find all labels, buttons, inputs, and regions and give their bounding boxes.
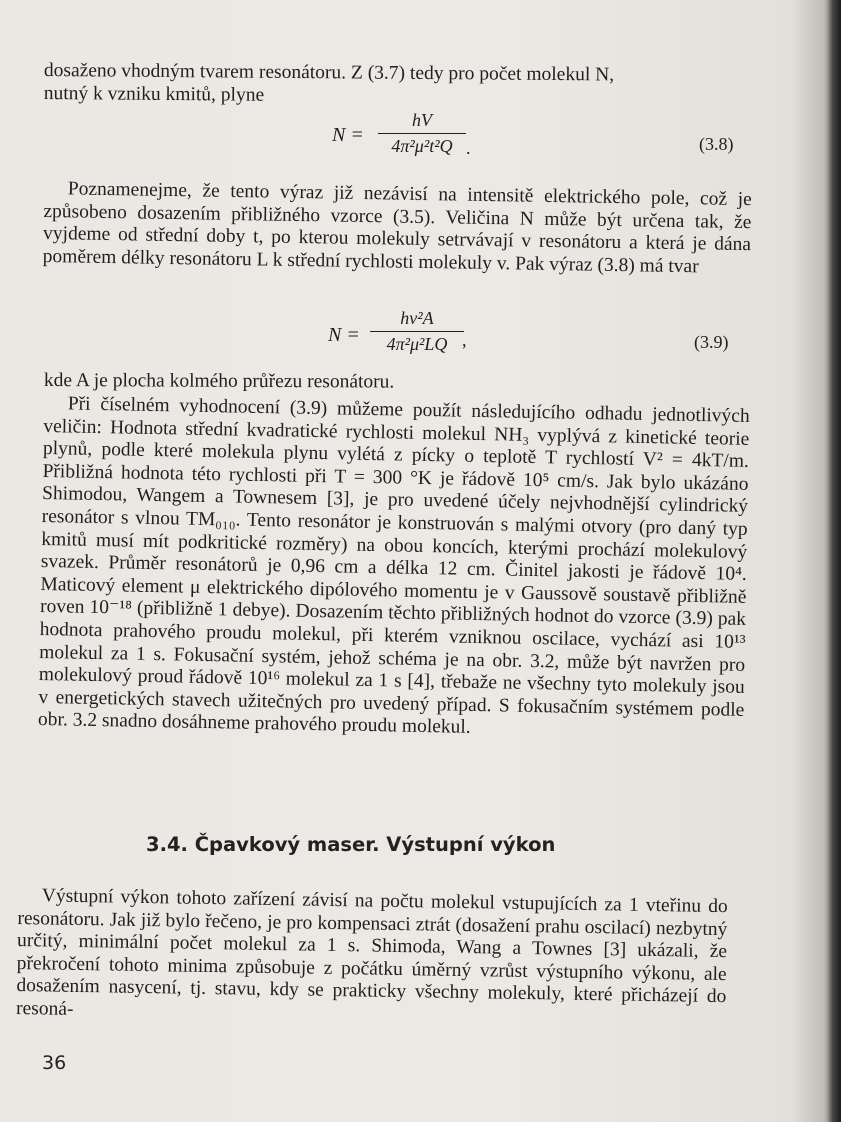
equation-number: (3.8) [699, 134, 734, 154]
section-heading: 3.4. Čpavkový maser. Výstupní výkon [146, 833, 556, 856]
equation-number: (3.9) [694, 332, 729, 352]
equation-punctuation: . [466, 138, 471, 158]
intro-text [44, 60, 748, 111]
page-number: 36 [42, 1052, 67, 1074]
paragraph-4 [38, 393, 750, 745]
equation-3-8 [0, 110, 841, 166]
equation-lhs: N = [328, 324, 360, 346]
fraction-bar [370, 331, 464, 332]
equation-punctuation: , [462, 330, 467, 350]
paragraph-2-text: Poznamenejme, že tento výraz již nezávisí na intensitě elektrického pole, což je způsobeno dosazením přibližného vzorce (3.5). Veličina N může být určena tak, že vyjdeme od střední doby t, po kterou molekuly setrvávají v resonátoru a která je dána poměrem délky resonátoru L k střední rychlosti molekuly v. Pak výraz (3.8) má tvar [42, 178, 752, 278]
equation-numerator: hv²A [400, 308, 434, 328]
equation-fraction [370, 308, 464, 355]
fraction-bar [378, 133, 466, 134]
equation-lhs: N = [332, 124, 364, 146]
equation-fraction [378, 110, 466, 157]
paragraph-5 [16, 885, 728, 1032]
paragraph-3 [44, 370, 744, 396]
equation-denominator: 4π²μ²LQ [386, 334, 448, 354]
book-spine-shadow [827, 0, 841, 1122]
intro-line-1: dosaženo vhodným tvarem resonátoru. Z (3.7) tedy pro počet molekul N, [43, 60, 615, 86]
paragraph-5-text: Výstupní výkon tohoto zařízení závisí na počtu molekul vstupujících za 1 vteřinu do resonátoru. Jak již bylo řečeno, je pro kompensaci ztrát (dosažení prahu oscilací) nezbytný určitý, minimální počet molekul za 1 s. Shimoda, Wang a Townes [3] ukázali, že překročení tohoto minima způsobuje z počátku úměrný vzrůst výstupního výkonu, ale dosažením nasycení, tj. stavu, kdy se prakticky všechny molekuly, které přicházejí do resoná- [15, 885, 728, 1020]
paragraph-4-text: Při číselném vyhodnocení (3.9) můžeme použít následujícího odhadu jednotlivých veličin: Hodnota střední kvadratické rychlosti molekul NH₃ vyplývá z kinetické teorie plynů, podle které molekula plynu vylétá z pícky o teplotě T rychlostí V² = 4kT/m. Přibližná hodnota této rychlosti při T = 300 °K je řádově 10⁵ cm/s. Jak bylo ukázáno Shimodou, Wangem a Townesem [3], je pro uvedené účely nejvhodnější cylindrický resonátor s vlnou TM₀₁₀. Tento resonátor je konstruován s malými otvory (pro daný typ kmitů musí mít podkritické rozměry) na obou koncích, kterými prochází molekulový svazek. Průměr resonátorů je 0,96 cm a délka 12 cm. Činitel jakosti je řádově 10⁴. Maticový element μ elektrického dipólového momentu je v Gaussově soustavě přibližně roven 10⁻¹⁸ (přibližně 1 debye). Dosazením těchto přibližných hodnot do vzorce (3.9) pak hodnota prahového proudu molekul, při kterém vzniknou oscilace, vychází asi 10¹³ molekul za 1 s. Fokusační systém, jehož schéma je na obr. 3.2, může být navržen pro molekulový proud řádově 10¹⁶ molekul za 1 s [4], třebaže ne všechny tyto molekuly jsou v energetických stavech užitečných pro uvedený případ. S fokusačním systémem podle obr. 3.2 snadno dosáhneme prahového proudu molekul. [37, 393, 750, 739]
equation-denominator: 4π²μ²t²Q [391, 136, 453, 156]
paragraph-2 [43, 178, 752, 279]
equation-3-9 [0, 308, 841, 364]
intro-line-2: nutný k vzniku kmitů, plyne [43, 82, 265, 106]
paragraph-3-text: kde A je plocha kolmého průřezu resonátoru. [43, 370, 395, 393]
equation-numerator: hV [412, 110, 432, 130]
